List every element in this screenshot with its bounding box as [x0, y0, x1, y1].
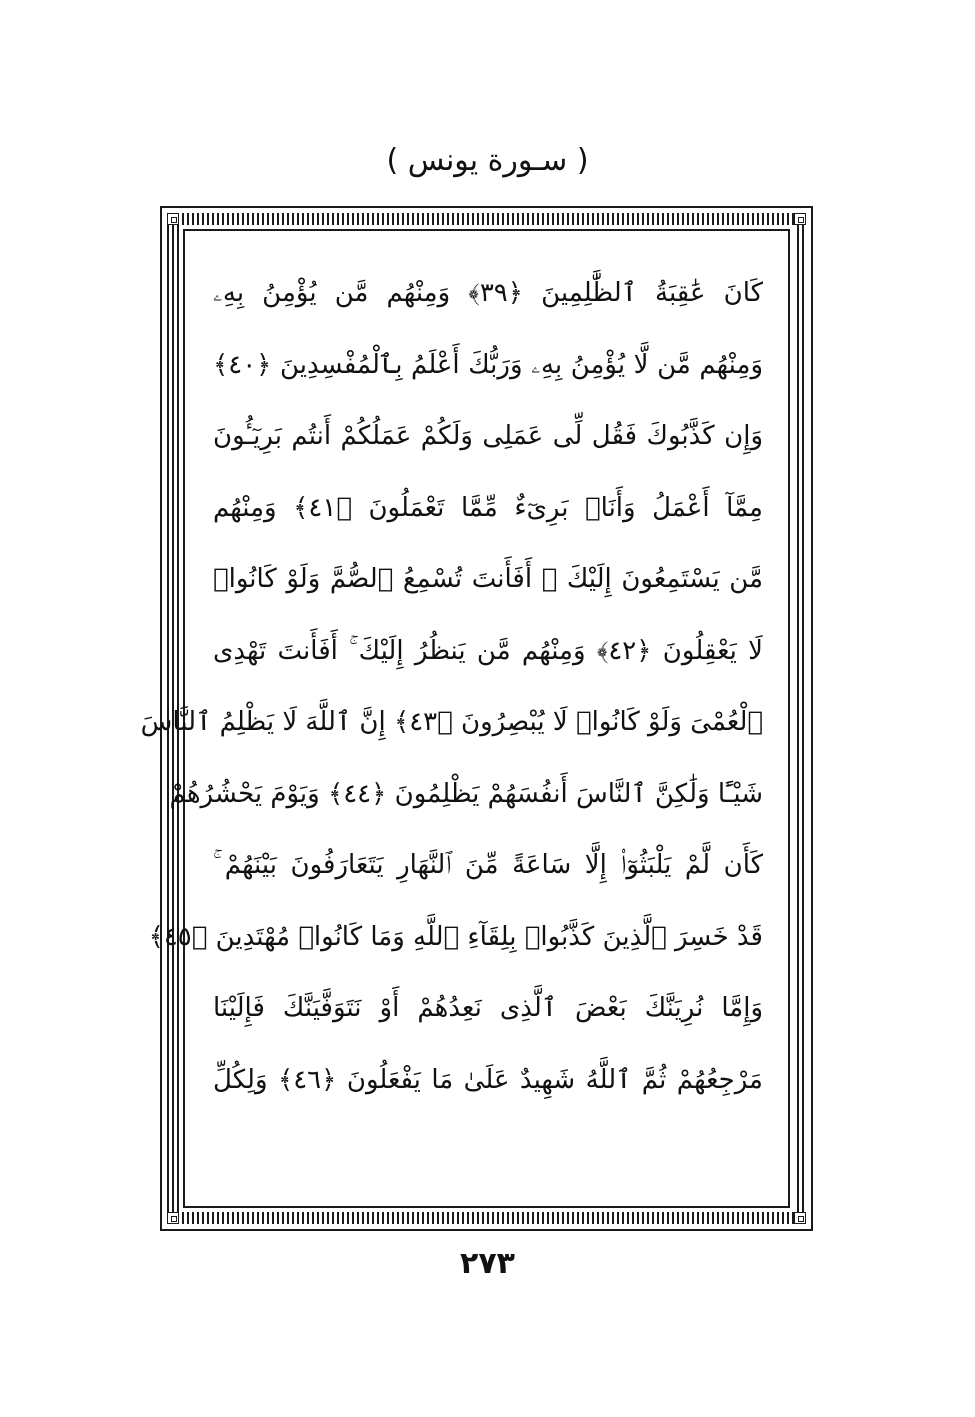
surah-title: ( سـورة يونس ) [386, 143, 589, 178]
corner-ornament-icon [167, 1212, 179, 1224]
corner-ornament-icon [794, 213, 806, 225]
verse-line: مَّن يَسْتَمِعُونَ إِلَيْكَ ۚ أَفَأَنتَ تُسْمِعُ ٱلصُّمَّ وَلَوْ كَانُوا۟ [213, 564, 763, 594]
corner-ornament-icon [794, 1212, 806, 1224]
verse-line: وَإِن كَذَّبُوكَ فَقُل لِّى عَمَلِى وَلَكُمْ عَمَلُكُمْ أَنتُم بَرِيٓـُٔونَ [213, 421, 763, 451]
verse-line: كَانَ عَٰقِبَةُ ٱلظَّٰلِمِينَ ﴿٣٩﴾ وَمِنْهُم مَّن يُؤْمِنُ بِهِۦ [213, 278, 763, 308]
verse-line: كَأَن لَّمْ يَلْبَثُوٓا۟ إِلَّا سَاعَةً مِّنَ ٱلنَّهَارِ يَتَعَارَفُونَ بَيْنَهُمْ ۚ [213, 850, 763, 880]
verse-line: ٱلْعُمْىَ وَلَوْ كَانُوا۟ لَا يُبْصِرُونَ ﴿٤٣﴾ إِنَّ ٱللَّهَ لَا يَظْلِمُ ٱلنَّاسَ [140, 707, 763, 737]
page-number: ٢٧٣ [460, 1246, 515, 1281]
corner-ornament-icon [167, 213, 179, 225]
verse-line: مَرْجِعُهُمْ ثُمَّ ٱللَّهُ شَهِيدٌ عَلَىٰ مَا يَفْعَلُونَ ﴿٤٦﴾ وَلِكُلِّ [213, 1064, 763, 1095]
verse-line: لَا يَعْقِلُونَ ﴿٤٢﴾ وَمِنْهُم مَّن يَنظُرُ إِلَيْكَ ۚ أَفَأَنتَ تَهْدِى [213, 635, 763, 666]
verse-line: قَدْ خَسِرَ ٱلَّذِينَ كَذَّبُوا۟ بِلِقَآءِ ٱللَّهِ وَمَا كَانُوا۟ مُهْتَدِينَ ﴿٤٥﴾ [148, 921, 763, 952]
verse-text-block [140, 258, 763, 1188]
verse-line: وَإِمَّا نُرِيَنَّكَ بَعْضَ ٱلَّذِى نَعِدُهُمْ أَوْ نَتَوَفَّيَنَّكَ فَإِلَيْنَا [213, 993, 763, 1023]
verse-line: شَيْـًٔا وَلَٰكِنَّ ٱلنَّاسَ أَنفُسَهُمْ يَظْلِمُونَ ﴿٤٤﴾ وَيَوْمَ يَحْشُرُهُمْ [169, 778, 763, 809]
verse-line: وَمِنْهُم مَّن لَّا يُؤْمِنُ بِهِۦ وَرَبُّكَ أَعْلَمُ بِٱلْمُفْسِدِينَ ﴿٤٠﴾ [213, 349, 763, 380]
verse-line: مِمَّآ أَعْمَلُ وَأَنَا۠ بَرِىٓءٌ مِّمَّا تَعْمَلُونَ ﴿٤١﴾ وَمِنْهُم [213, 492, 763, 523]
